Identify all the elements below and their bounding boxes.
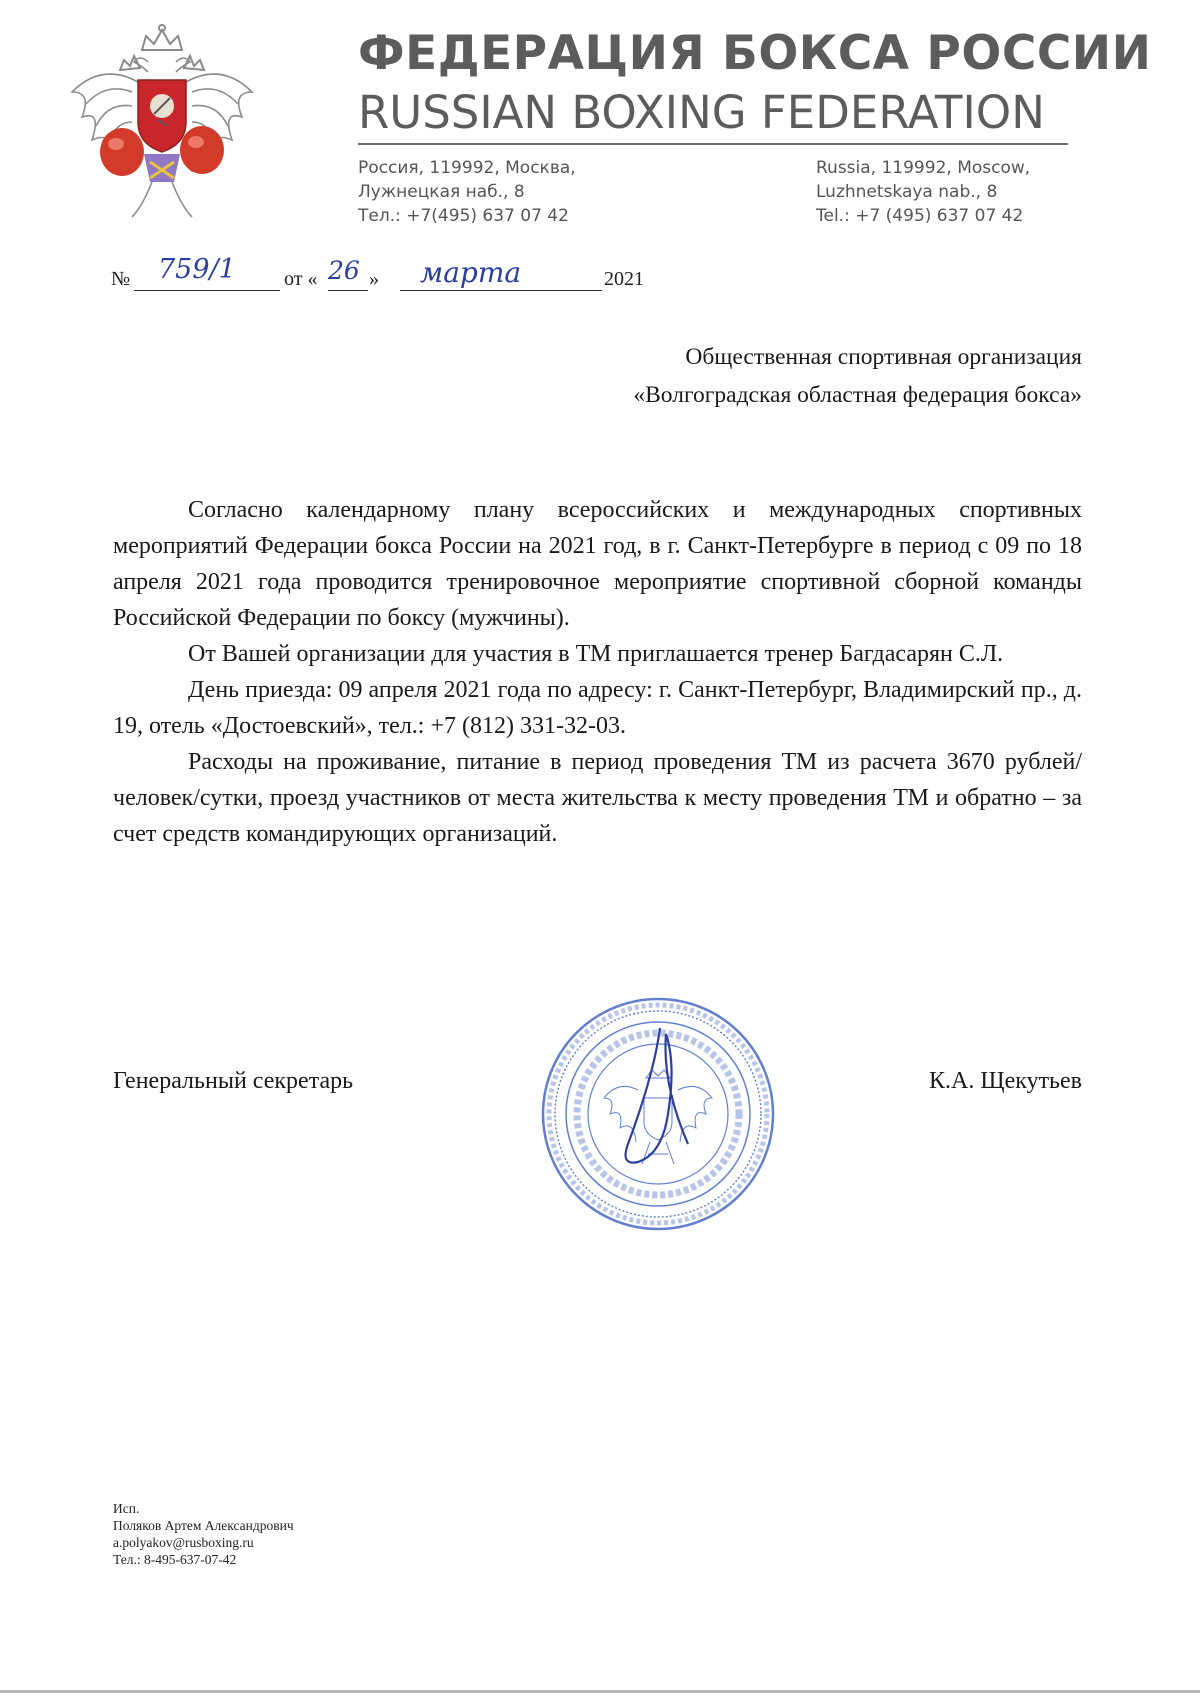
executor-label: Исп. [113, 1501, 140, 1516]
address-ru-line: Тел.: +7(495) 637 07 42 [358, 206, 569, 226]
addressee-line-2: «Волгоградская областная федерация бокса» [633, 382, 1082, 408]
address-ru-line: Лужнецкая наб., 8 [358, 182, 525, 202]
signer-name: К.А. Щекутьев [929, 1068, 1082, 1094]
letterhead-divider [358, 143, 1068, 145]
addressee-line-1: Общественная спортивная организация [685, 344, 1082, 370]
reg-from-label: от « [284, 268, 318, 290]
body-paragraph: День приезда: 09 апреля 2021 года по адресу: г. Санкт-Петербург, Владимирский пр., д. 19, отель «Достоевский», тел.: +7 (812) 331-32-03. [113, 677, 1082, 739]
reg-day-underline [328, 290, 368, 291]
body-paragraph: От Вашей организации для участия в ТМ приглашается тренер Багдасарян С.Л. [188, 641, 1004, 667]
reg-year: 2021 [604, 268, 644, 290]
address-ru [358, 156, 576, 228]
reg-month-underline [400, 290, 602, 291]
address-en-line: Russia, 119992, Moscow, [816, 158, 1031, 178]
letterhead-title-en: RUSSIAN BOXING FEDERATION [358, 86, 1045, 139]
reg-day-handwritten: 26 [328, 256, 360, 285]
letter-body [113, 492, 1082, 852]
executor-block [113, 1500, 294, 1568]
address-en-line: Luzhnetskaya nab., 8 [816, 182, 998, 202]
reg-number-underline [134, 290, 280, 291]
reg-number-label: № [111, 268, 131, 290]
address-ru-line: Россия, 119992, Москва, [358, 158, 576, 178]
reg-quote-close: » [369, 268, 379, 290]
letterhead-title-ru: ФЕДЕРАЦИЯ БОКСА РОССИИ [358, 26, 1152, 81]
address-en [816, 156, 1030, 228]
body-paragraph: Согласно календарному плану всероссийских и международных спортивных мероприятий Федерации бокса России на 2021 год, в г. Санкт-Петербурге в период с 09 по 18 апреля 2021 года проводится тренировочное мероприятие спортивной сборной команды Российской Федерации по боксу (мужчины). [113, 497, 1082, 631]
executor-phone: Тел.: 8-495-637-07-42 [113, 1552, 237, 1567]
federation-emblem-icon [62, 22, 262, 222]
scan-bottom-edge [0, 1690, 1200, 1693]
organization-stamp-icon [538, 994, 778, 1234]
executor-name: Поляков Артем Александрович [113, 1518, 294, 1533]
body-paragraph: Расходы на проживание, питание в период проведения ТМ из расчета 3670 рублей/человек/сутки, проезд участников от места жительства к месту проведения ТМ и обратно – за счет средств командирующих организаций. [113, 749, 1082, 847]
signer-position: Генеральный секретарь [113, 1068, 354, 1094]
reg-month-handwritten: марта [420, 256, 522, 289]
address-en-line: Tel.: +7 (495) 637 07 42 [816, 206, 1024, 226]
executor-email: a.polyakov@rusboxing.ru [113, 1535, 254, 1550]
reg-number-handwritten: 759/1 [158, 254, 236, 285]
